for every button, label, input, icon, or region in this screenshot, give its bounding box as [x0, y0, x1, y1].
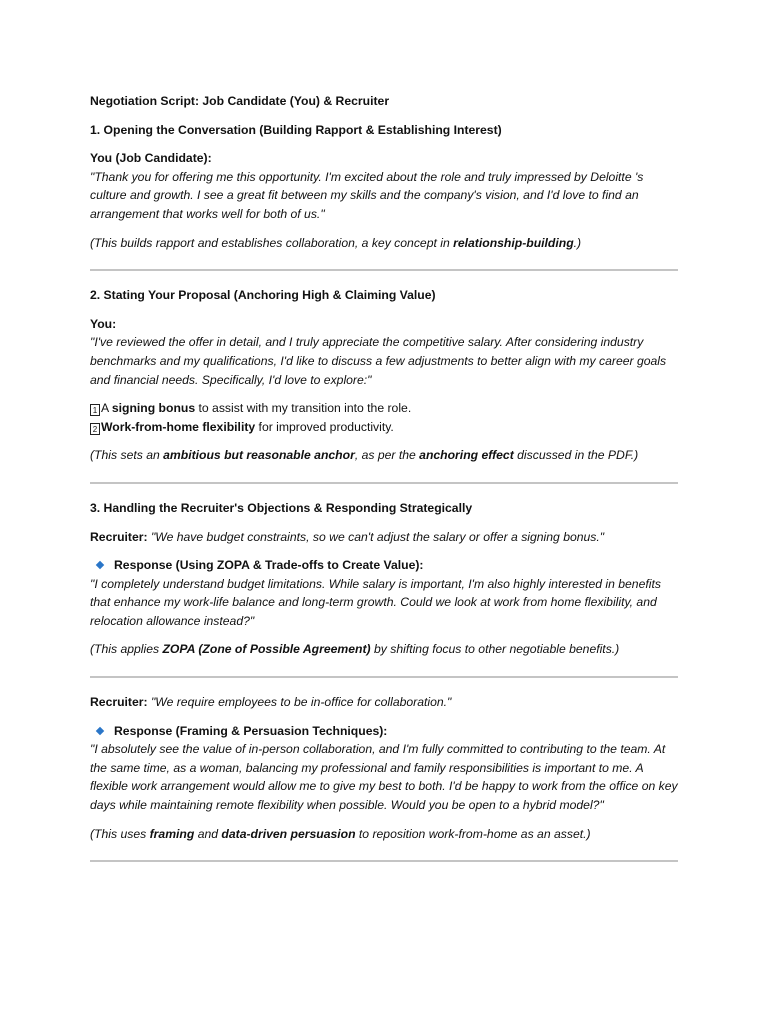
document-title: Negotiation Script: Job Candidate (You) & Recruiter [90, 94, 390, 108]
recruiter-objection-1: Recruiter: "We have budget constraints, so we can't adjust the salary or offer a signing bonus." [90, 529, 605, 544]
response-1-quote: "I completely understand budget limitations. While salary is important, I'm also highly interested in benefits that enhance my work-life balance and long-term growth. Could we look at work from home flexibility, and relocation allowance instead?" [90, 576, 661, 628]
section-divider [90, 269, 678, 271]
section-divider [90, 676, 678, 678]
section-3-note-2: (This uses framing and data-driven persuasion to reposition work-from-home as an asset.) [90, 826, 591, 841]
section-2-note: (This sets an ambitious but reasonable anchor, as per the anchoring effect discussed in the PDF.) [90, 448, 639, 463]
section-3-note-1: (This applies ZOPA (Zone of Possible Agreement) by shifting focus to other negotiable benefits.) [90, 642, 620, 657]
section-divider [90, 482, 678, 484]
diamond-bullet-icon [96, 726, 104, 734]
response-1-label: Response (Using ZOPA & Trade-offs to Create Value): [90, 556, 680, 575]
number-box-icon: 1 [90, 404, 100, 416]
section-2-quote: "I've reviewed the offer in detail, and I truly appreciate the competitive salary. After considering industry benchmarks and my qualifications, I'd like to discuss a few adjustments to better align with my career goals and financial needs. Specifically, I'd love to explore:" [90, 335, 667, 387]
list-item: 1 A signing bonus to assist with my transition into the role. [90, 399, 680, 418]
section-1-note: (This builds rapport and establishes collaboration, a key concept in relationship-building.) [90, 235, 582, 250]
list-item: 2 Work-from-home flexibility for improved productivity. [90, 418, 680, 437]
diamond-bullet-icon [96, 561, 104, 569]
section-1-quote: "Thank you for offering me this opportunity. I'm excited about the role and truly impressed by Deloitte 's culture and growth. I see a great fit between my skills and the company's vision, and I'd love to find an arrangement that works well for both of us." [90, 169, 644, 221]
section-2-speaker: You: [90, 316, 117, 331]
response-2-quote: "I absolutely see the value of in-person collaboration, and I'm fully committed to contributing to the team. At the same time, as a woman, balancing my professional and family responsibilities is important to me. A flexible work arrangement would allow me to give my best to both. I'd be happy to work from the office on key days while maintaining remote flexibility when possible. Would you be open to a hybrid model?" [90, 742, 678, 813]
document-body [90, 92, 680, 877]
section-1-heading: 1. Opening the Conversation (Building Rapport & Establishing Interest) [90, 122, 502, 137]
section-2-heading: 2. Stating Your Proposal (Anchoring High & Claiming Value) [90, 288, 436, 303]
number-box-icon: 2 [90, 423, 100, 435]
section-3-heading: 3. Handling the Recruiter's Objections & Responding Strategically [90, 500, 473, 515]
section-divider [90, 860, 678, 862]
response-2-label: Response (Framing & Persuasion Techniques): [90, 722, 680, 741]
section-1-speaker: You (Job Candidate): [90, 151, 212, 166]
recruiter-objection-2: Recruiter: "We require employees to be in-office for collaboration." [90, 695, 452, 710]
